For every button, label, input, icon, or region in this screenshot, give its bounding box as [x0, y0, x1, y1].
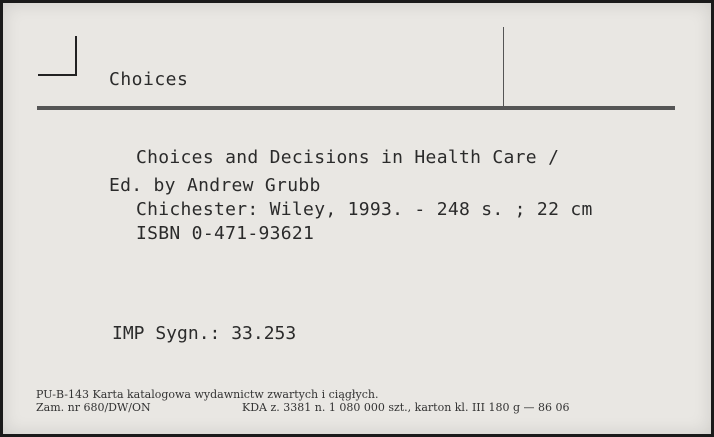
- footer-form-line: PU-B-143 Karta katalogowa wydawnictw zwartych i ciągłych.: [36, 388, 379, 401]
- horizontal-rule: [37, 106, 675, 110]
- footer-order: Zam. nr 680/DW/ON: [36, 401, 151, 414]
- title-line: Choices and Decisions in Health Care /: [136, 147, 560, 168]
- shelf-signature: IMP Sygn.: 33.253: [112, 323, 297, 344]
- corner-mark-horizontal: [38, 74, 77, 76]
- imprint-line: Chichester: Wiley, 1993. - 248 s. ; 22 cm: [136, 199, 593, 220]
- editor-line: Ed. by Andrew Grubb: [109, 175, 321, 196]
- vertical-rule: [503, 27, 504, 107]
- card-heading: Choices: [109, 69, 189, 90]
- isbn-line: ISBN 0-471-93621: [136, 223, 315, 244]
- corner-mark-vertical: [75, 36, 77, 76]
- catalog-card: [3, 3, 711, 434]
- footer-print-info: KDA z. 3381 n. 1 080 000 szt., karton kl. III 180 g — 86 06: [242, 401, 570, 414]
